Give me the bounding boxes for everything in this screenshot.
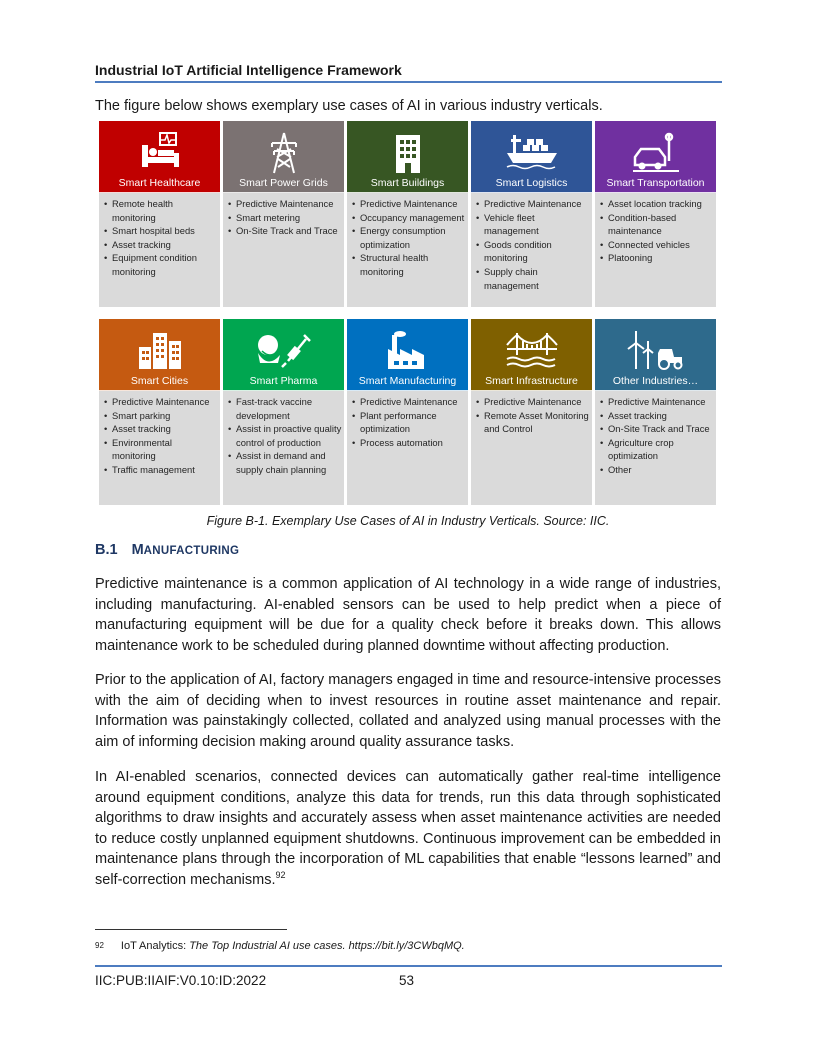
paragraph-text: In AI-enabled scenarios, connected devices can automatically gather real-time intelligence around equipment conditions, analyze this data for trends, run this data through sophisticated algorithms to draw insights and accurately assess when asset maintenance activities are needed to reduce costly unplanned equipment shutdowns. Continuous improvement can be embedded in maintenance plans through the incorporation of ML capabilities that enable “lessons learned” and self-correction mechanisms. bbox=[95, 769, 721, 888]
tile-label: Smart Transportation bbox=[606, 177, 705, 189]
tile-separator bbox=[347, 192, 468, 193]
hospital-bed-icon bbox=[138, 131, 182, 171]
list-item: • On-Site Track and Trace bbox=[227, 224, 342, 238]
tile-body bbox=[471, 193, 592, 307]
tile-header bbox=[471, 121, 592, 193]
tile-separator bbox=[471, 390, 592, 391]
tile-body bbox=[595, 391, 716, 505]
tile-smart-logistics bbox=[471, 121, 592, 307]
list-item: • Platooning bbox=[599, 251, 714, 265]
list-item: • Fast-track vaccine development bbox=[227, 395, 342, 422]
footnote-reference[interactable]: 92 bbox=[275, 869, 286, 880]
tile-label: Smart Infrastructure bbox=[485, 375, 578, 387]
tile-header bbox=[347, 121, 468, 193]
list-item: • Predictive Maintenance bbox=[227, 197, 342, 211]
section-title-rest: ANUFACTURING bbox=[143, 545, 240, 557]
tile-separator bbox=[595, 390, 716, 391]
list-item: • Remote health monitoring bbox=[103, 197, 218, 224]
list-item: • Predictive Maintenance bbox=[351, 395, 466, 409]
list-item: • Predictive Maintenance bbox=[599, 395, 714, 409]
tile-other-industries bbox=[595, 319, 716, 505]
cargo-ship-icon bbox=[505, 131, 559, 171]
tile-header bbox=[223, 319, 344, 391]
list-item: • Asset tracking bbox=[599, 409, 714, 423]
tile-body bbox=[99, 193, 220, 307]
tile-separator bbox=[99, 192, 220, 193]
list-item: • Supply chain management bbox=[475, 265, 590, 292]
list-item: • Environmental monitoring bbox=[103, 436, 218, 463]
document-title: Industrial IoT Artificial Intelligence Framework bbox=[95, 62, 402, 78]
city-icon bbox=[137, 329, 183, 371]
list-item: • Agriculture crop optimization bbox=[599, 436, 714, 463]
list-item: • Asset location tracking bbox=[599, 197, 714, 211]
list-item: • Energy consumption optimization bbox=[351, 224, 466, 251]
bridge-icon bbox=[505, 329, 559, 369]
footnote-number: 92 bbox=[95, 941, 104, 950]
list-item: • Goods condition monitoring bbox=[475, 238, 590, 265]
use-case-list bbox=[227, 197, 342, 238]
tile-separator bbox=[347, 390, 468, 391]
tile-smart-infrastructure bbox=[471, 319, 592, 505]
list-item: • On-Site Track and Trace bbox=[599, 422, 714, 436]
paragraph bbox=[95, 767, 721, 890]
list-item: • Occupancy management bbox=[351, 211, 466, 225]
list-item: • Process automation bbox=[351, 436, 466, 450]
footnote bbox=[95, 939, 465, 953]
use-case-list bbox=[351, 197, 466, 279]
tile-smart-transportation bbox=[595, 121, 716, 307]
figure-row-2 bbox=[99, 319, 716, 505]
page-number: 53 bbox=[399, 973, 415, 988]
use-case-list bbox=[599, 197, 714, 265]
wind-turbine-tractor-icon bbox=[626, 329, 686, 371]
section-title-initial: M bbox=[131, 542, 144, 558]
tile-label: Smart Healthcare bbox=[118, 177, 201, 189]
tile-separator bbox=[471, 192, 592, 193]
list-item: • Other bbox=[599, 463, 714, 477]
power-tower-icon bbox=[264, 131, 304, 175]
tile-label: Smart Manufacturing bbox=[358, 375, 457, 387]
tile-label: Smart Buildings bbox=[370, 177, 445, 189]
list-item: • Traffic management bbox=[103, 463, 218, 477]
list-item: • Predictive Maintenance bbox=[103, 395, 218, 409]
footnote-title: The Top Industrial AI use cases. https://bit.ly/3CWbqMQ. bbox=[189, 940, 465, 952]
list-item: • Smart parking bbox=[103, 409, 218, 423]
figure-caption: Figure B-1. Exemplary Use Cases of AI in Industry Verticals. Source: IIC. bbox=[206, 514, 610, 528]
paragraph bbox=[95, 670, 721, 752]
figure-row-1 bbox=[99, 121, 716, 307]
tile-smart-healthcare bbox=[99, 121, 220, 307]
tile-separator bbox=[223, 390, 344, 391]
tile-header bbox=[595, 319, 716, 391]
use-case-list bbox=[103, 395, 218, 477]
car-icon bbox=[631, 131, 681, 175]
list-item: • Assist in proactive quality control of production bbox=[227, 422, 342, 449]
page-header bbox=[95, 61, 722, 83]
use-case-figure bbox=[99, 121, 716, 505]
tile-separator bbox=[595, 192, 716, 193]
list-item: • Plant performance optimization bbox=[351, 409, 466, 436]
use-case-list bbox=[103, 197, 218, 279]
paragraph bbox=[95, 574, 721, 656]
list-item: • Asset tracking bbox=[103, 422, 218, 436]
tile-header bbox=[595, 121, 716, 193]
intro-text: The figure below shows exemplary use cases of AI in various industry verticals. bbox=[95, 98, 603, 114]
use-case-list bbox=[599, 395, 714, 477]
footer-rule bbox=[95, 965, 722, 967]
list-item: • Connected vehicles bbox=[599, 238, 714, 252]
footnote-source: IoT Analytics: bbox=[120, 940, 190, 952]
list-item: • Remote Asset Monitoring and Control bbox=[475, 409, 590, 436]
list-item: • Assist in demand and supply chain planning bbox=[227, 449, 342, 476]
paragraph-text: Prior to the application of AI, factory managers engaged in time and resource-intensive processes with the aim of deciding when to invest resources in routine asset maintenance and repair. Information was painstakingly collected, collated and analyzed using manual processes with the aim of informing decision making around quality assurance tasks. bbox=[95, 672, 721, 750]
tile-smart-manufacturing bbox=[347, 319, 468, 505]
tile-body bbox=[223, 391, 344, 505]
tile-label: Smart Pharma bbox=[249, 375, 318, 387]
footer-document-id: IIC:PUB:IIAIF:V0.10:ID:2022 bbox=[95, 973, 267, 988]
section-heading bbox=[95, 542, 239, 558]
building-icon bbox=[393, 131, 423, 175]
tile-body bbox=[471, 391, 592, 505]
paragraph-text: Predictive maintenance is a common application of AI technology in a wide range of industries, including manufacturing. AI-enabled sensors can be used to help predict when a piece of manufacturing equipment will be due for a quality check before it breaks down. This allows maintenance work to be scheduled during planned downtime without affecting production. bbox=[95, 576, 721, 654]
list-item: • Smart hospital beds bbox=[103, 224, 218, 238]
tile-body bbox=[347, 391, 468, 505]
use-case-list bbox=[475, 395, 590, 436]
header-rule bbox=[95, 81, 722, 83]
tile-body bbox=[347, 193, 468, 307]
use-case-list bbox=[351, 395, 466, 449]
tile-smart-buildings bbox=[347, 121, 468, 307]
tile-smart-cities bbox=[99, 319, 220, 505]
list-item: • Smart metering bbox=[227, 211, 342, 225]
tile-header bbox=[471, 319, 592, 391]
tile-label: Other Industries… bbox=[612, 375, 699, 387]
tile-body bbox=[99, 391, 220, 505]
tile-label: Smart Cities bbox=[130, 375, 189, 387]
factory-icon bbox=[386, 329, 430, 371]
footnote-rule bbox=[95, 929, 287, 930]
use-case-list bbox=[475, 197, 590, 292]
tile-header bbox=[223, 121, 344, 193]
tile-label: Smart Logistics bbox=[495, 177, 568, 189]
tile-label: Smart Power Grids bbox=[239, 177, 328, 189]
use-case-list bbox=[227, 395, 342, 477]
list-item: • Condition-based maintenance bbox=[599, 211, 714, 238]
tile-separator bbox=[223, 192, 344, 193]
tile-header bbox=[99, 319, 220, 391]
tile-body bbox=[223, 193, 344, 307]
list-item: • Predictive Maintenance bbox=[475, 197, 590, 211]
tile-body bbox=[595, 193, 716, 307]
tile-header bbox=[347, 319, 468, 391]
tile-header bbox=[99, 121, 220, 193]
list-item: • Structural health monitoring bbox=[351, 251, 466, 278]
list-item: • Equipment condition monitoring bbox=[103, 251, 218, 278]
list-item: • Asset tracking bbox=[103, 238, 218, 252]
syringe-icon bbox=[254, 329, 314, 371]
list-item: • Predictive Maintenance bbox=[351, 197, 466, 211]
tile-smart-pharma bbox=[223, 319, 344, 505]
section-number: B.1 bbox=[95, 542, 118, 558]
tile-smart-power-grids bbox=[223, 121, 344, 307]
tile-separator bbox=[99, 390, 220, 391]
list-item: • Predictive Maintenance bbox=[475, 395, 590, 409]
list-item: • Vehicle fleet management bbox=[475, 211, 590, 238]
